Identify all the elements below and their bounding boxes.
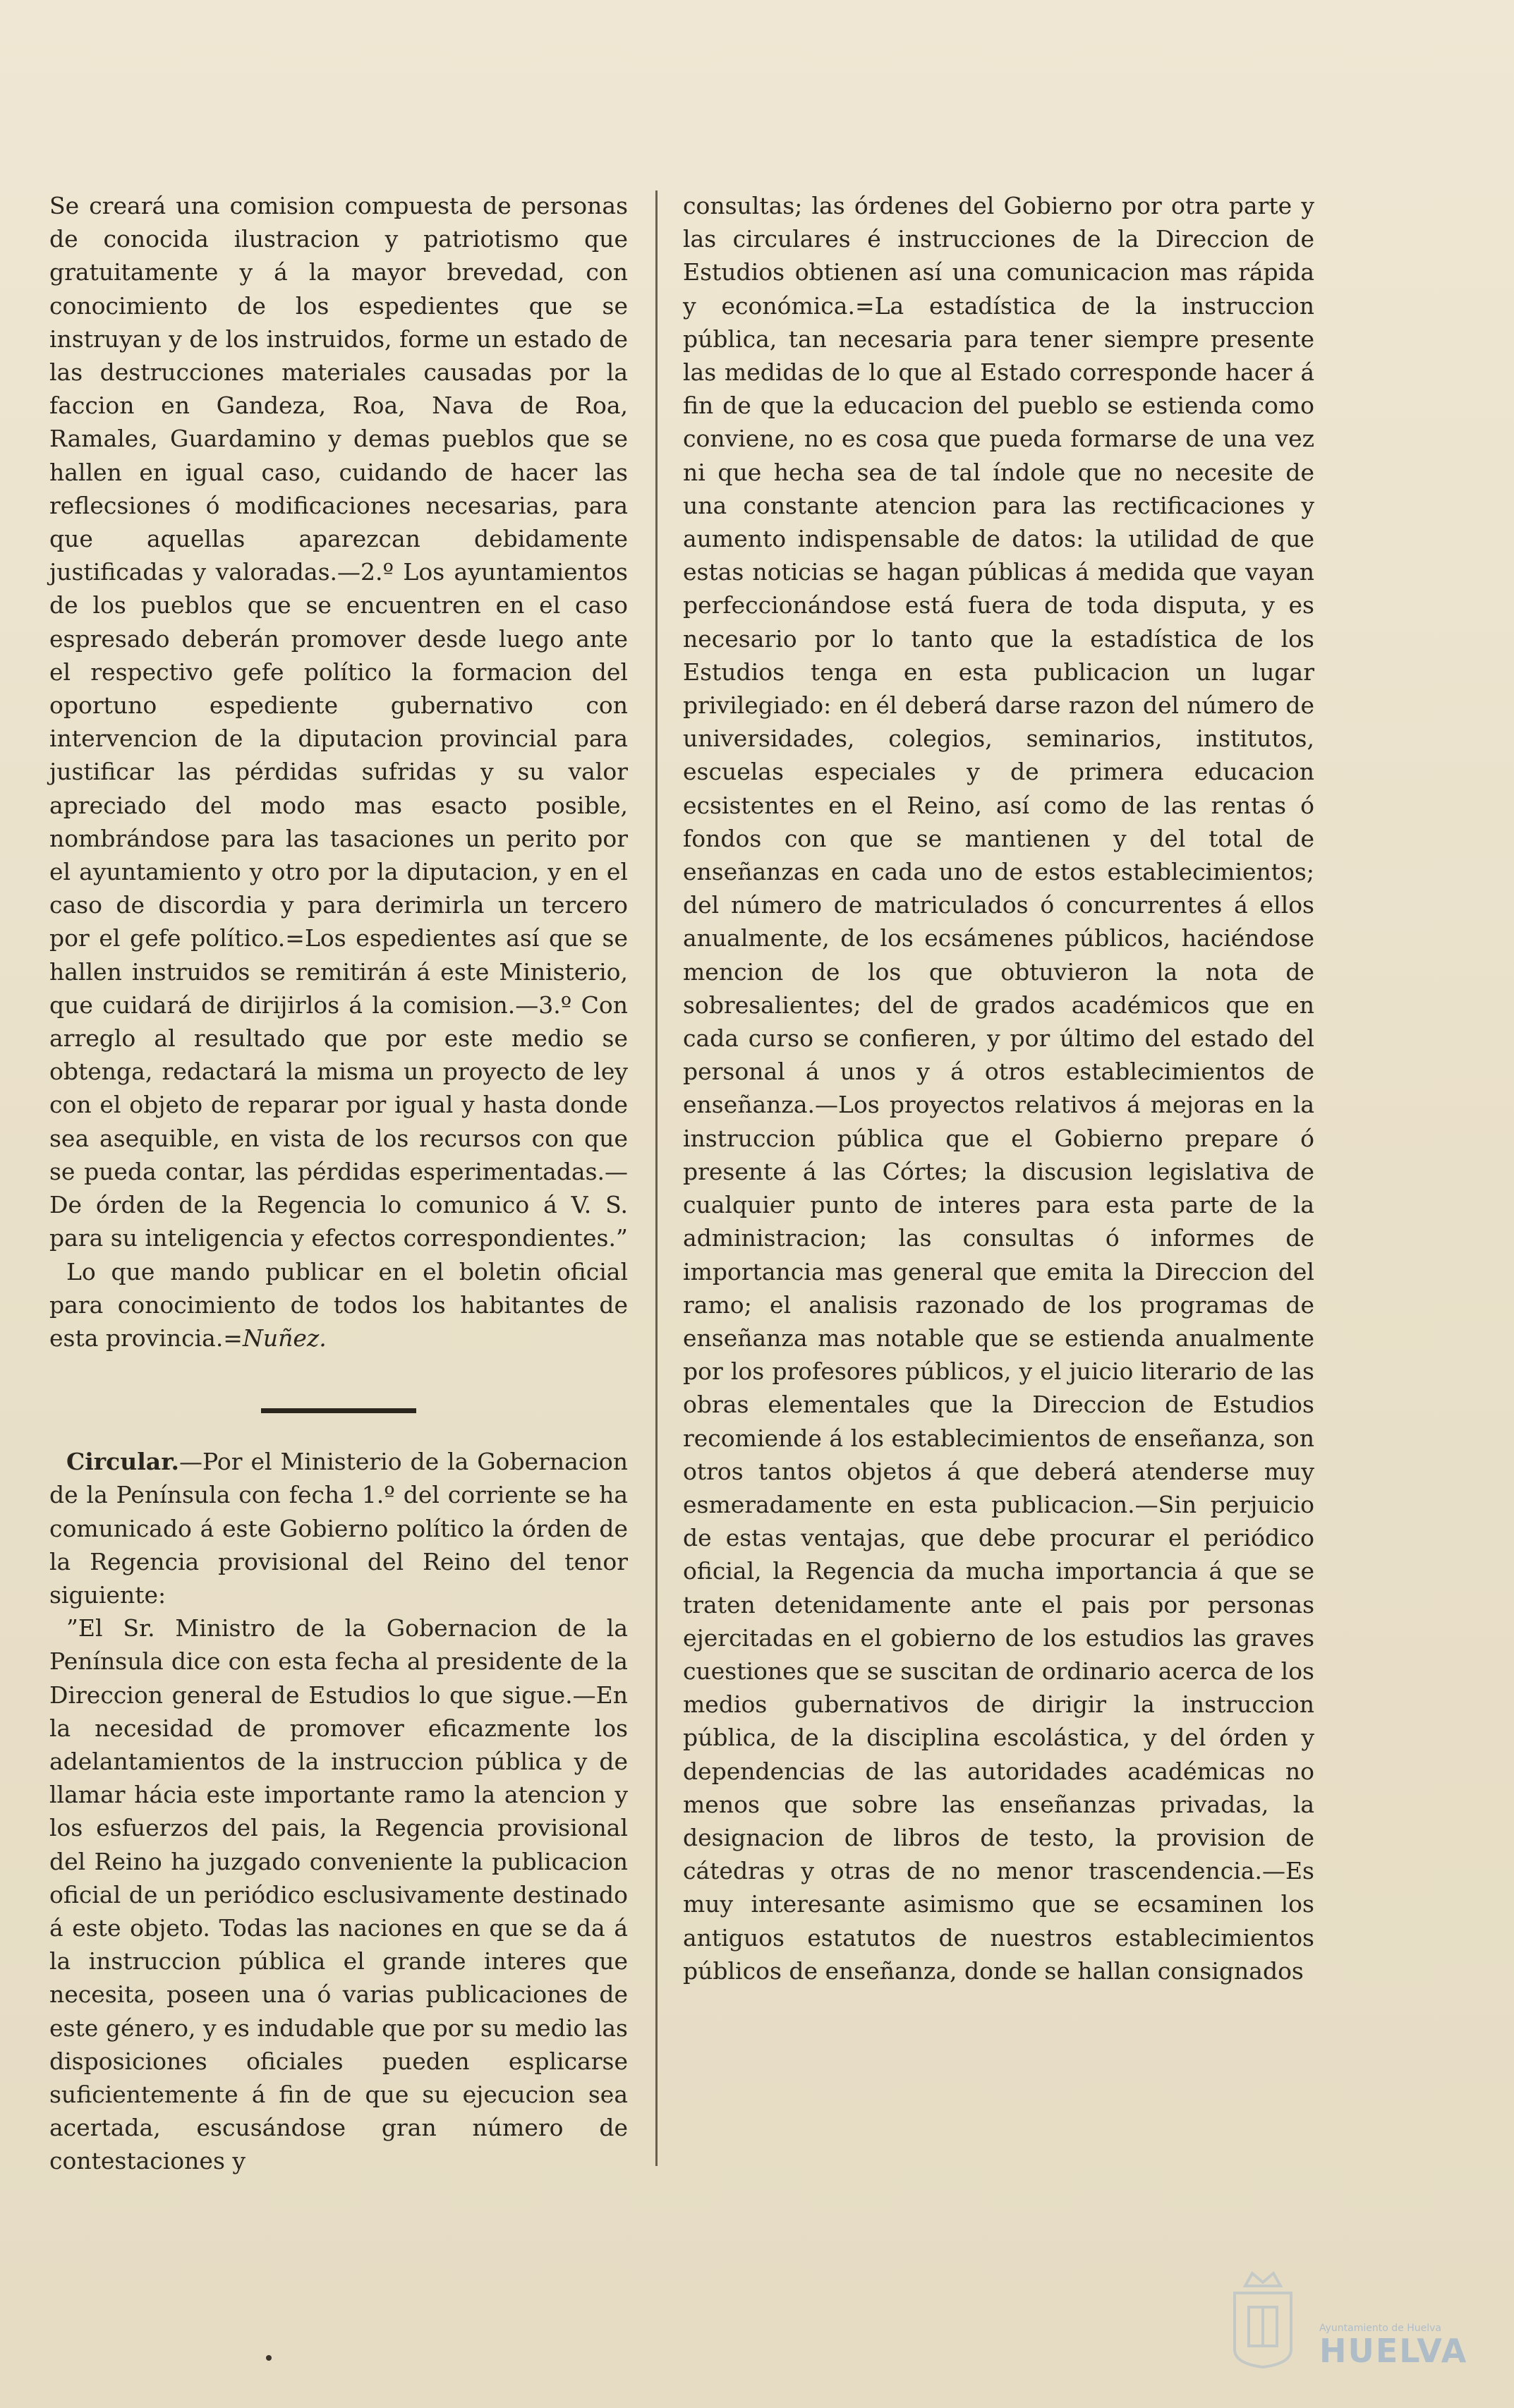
right-paragraph-1: consultas; las órdenes del Gobierno por otra parte y las circulares é instrucciones de la Direccion de Estudios obtienen así una comunicacion mas rápida y económica.=La estadística de la instruccion pública, tan necesaria para tener siempre presente las medidas de lo que al Estado corresponde hacer á fin de que la educacion del pueblo se estienda como conviene, no es cosa que pueda formarse de una vez ni que hecha sea de tal índole que no necesite de una constante atencion para las rectificaciones y aumento indispensable de datos: la utilidad de que estas noticias se hagan públicas á medida que vayan perfeccionándose está fuera de toda disputa, y es necesario por lo tanto que la estadística de los Estudios tenga en esta publicacion un lugar privilegiado: en él deberá darse razon del número de universidades, colegios, seminarios, institutos, escuelas especiales y de primera educacion ecsistentes en el Reino, así como de las rentas ó fondos con que se mantienen y del total de enseñanzas en cada uno de estos establecimientos; del número de matriculados ó concurrentes á ellos anualmente, de los ecsámenes públicos, haciéndose mencion de los que obtuvieron la nota de sobresalientes; del de grados académicos que en cada curso se confieren, y por último del estado del personal á unos y á otros establecimientos de enseñanza.—Los proyectos relativos á mejoras en la instruccion pública que el Gobierno prepare ó presente á las Córtes; la discusion legislativa de cualquier punto de interes para esta parte de la administracion; las consultas ó informes de importancia mas general que emita la Direccion del ramo; el analisis razonado de los programas de enseñanza mas notable que se estienda anualmente por los profesores públicos, y el juicio literario de las obras elementales que la Direccion de Estudios recomiende á los establecimientos de enseñanza, son otros tantos objetos á que deberá atenderse muy esmeradamente en esta publicacion.—Sin perjuicio de estas ventajas, que debe procurar el periódico oficial, la Regencia da mucha importancia á que se traten detenidamente ante el pais por personas ejercitadas en el gobierno de los estudios las graves cuestiones que se suscitan de ordinario acerca de los medios gubernativos de dirigir la instruccion pública, de la disciplina escolástica, y del órden y dependencias de las autoridades académicas no menos que sobre las enseñanzas privadas, la designacion de libros de testo, la provision de cátedras y otras de no menor trascendencia.—Es muy interesante asimismo que se ecsaminen los antiguos estatutos de nuestros establecimientos públicos de enseñanza, donde se hallan consignados [683,192,1314,1985]
left-paragraph-4: ”El Sr. Ministro de la Gobernacion de la Península dice con esta fecha al presidente de la Direccion general de Estudios lo que sigue.—En la necesidad de promover eficazmente los adelantamientos de la instruccion pública y de llamar hácia este importante ramo la atencion y los esfuerzos del pais, la Regencia provisional del Reino ha juzgado conveniente la publicacion oficial de un periódico esclusivamente destinado á este objeto. Todas las naciones en que se da á la instruccion pública el grande interes que necesita, poseen una ó varias publicaciones de este género, y es indudable que por su medio las disposiciones oficiales pueden esplicarse suficientemente á fin de que su ejecucion sea acertada, escusándose gran número de contestaciones y [49,1614,628,2175]
left-paragraph-1: Se creará una comision compuesta de personas de conocida ilustracion y patriotismo que gratuitamente y á la mayor brevedad, con conocimiento de los espedientes que se instruyan y de los instruidos, forme un estado de las destrucciones materiales causadas por la faccion en Gandeza, Roa, Nava de Roa, Ramales, Guardamino y demas pueblos que se hallen en igual caso, cuidando de hacer las reflecsiones ó modificaciones necesarias, para que aquellas aparezcan debidamente justificadas y valoradas.—2.º Los ayuntamientos de los pueblos que se encuentren en el caso espresado deberán promover desde luego ante el respectivo gefe político la formacion del oportuno espediente gubernativo con intervencion de la diputacion provincial para justificar las pérdidas sufridas y su valor apreciado del modo mas esacto posible, nombrándose para las tasaciones un perito por el ayuntamiento y otro por la diputacion, y en el caso de discordia y para derimirla un tercero por el gefe político.=Los espedientes así que se hallen instruidos se remitirán á este Ministerio, que cuidará de dirijirlos á la comision.—3.º Con arreglo al resultado que por este medio se obtenga, redactará la misma un proyecto de ley con el objeto de reparar por igual y hasta donde sea asequible, en vista de los recursos con que se pueda contar, las pérdidas esperimentadas.—De órden de la Regencia lo comunico á V. S. para su inteligencia y efectos correspondientes.” [49,192,628,1252]
ink-dot [266,2355,272,2361]
circular-lead: Circular. [66,1448,180,1476]
watermark-text [1319,2323,1467,2368]
watermark-line-1: Ayuntamiento de Huelva [1319,2323,1441,2334]
publication-order-text: Lo que mando publicar en el boletin oficial para conocimiento de todos los habitantes de esta provincia.= [49,1257,628,1352]
signature: Nuñez. [242,1324,327,1352]
circular-paragraph [49,1445,628,1611]
section-gap [49,1355,628,1445]
circular-text: —Por el Ministerio de la Gobernacion de la Península con fecha 1.º del corriente se ha comunicado á este Gobierno político la órden de la Regencia provisional del Reino del tenor siguiente: [49,1448,628,1609]
column-divider [655,190,658,2166]
watermark-line-2: HUELVA [1319,2332,1468,2370]
left-column [49,189,628,2178]
left-paragraph-2 [49,1255,628,1355]
right-column [683,189,1314,1987]
section-divider [261,1408,416,1413]
